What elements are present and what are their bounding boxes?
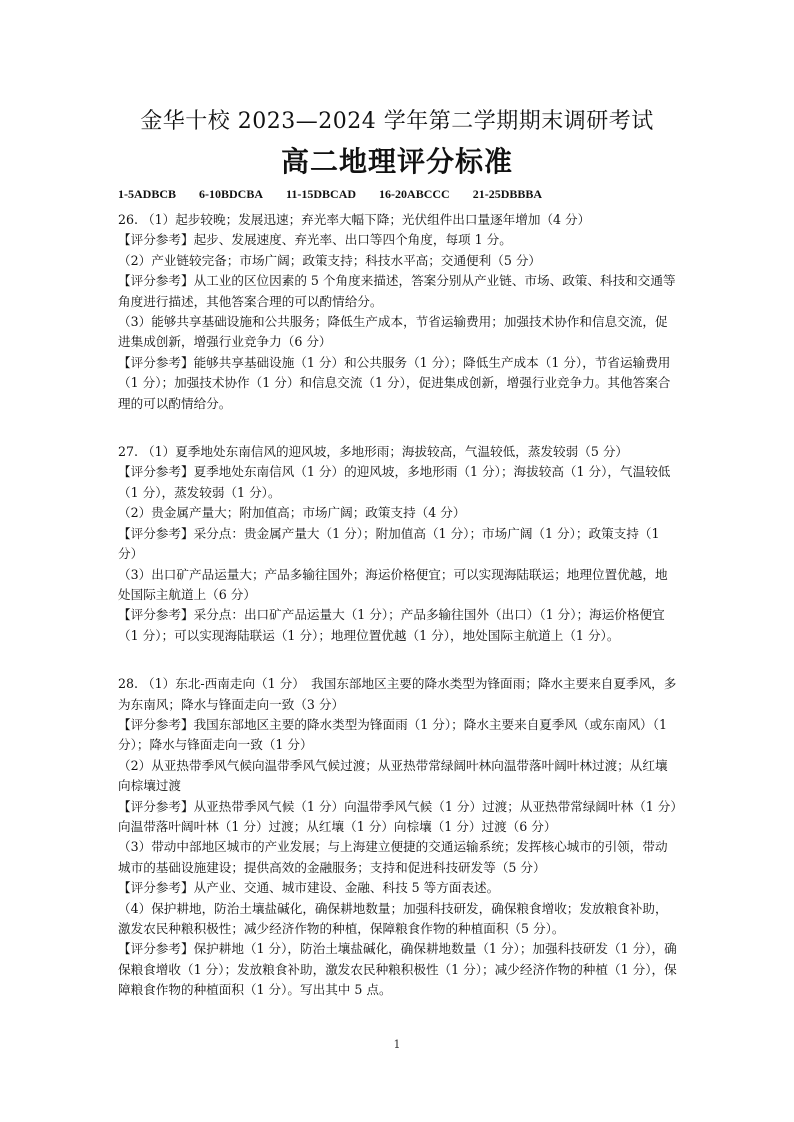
choice-answer-group: 1-5ADBCB	[118, 187, 177, 201]
scoring-note: 【评分参考】采分点：出口矿产品运量大（1 分）；产品多输往国外（出口）（1 分）；海运价格便宜（1 分）；可以实现海陆联运（1 分）；地理位置优越（1 分），地处国际主航道上（1 分）。	[118, 607, 665, 643]
answer-line: 28. （1）东北-西南走向（1 分） 我国东部地区主要的降水类型为锋面雨；降水主要来自夏季风，多为东南风；降水与锋面走向一致（3 分）	[118, 676, 677, 712]
scoring-note: 【评分参考】从亚热带季风气候（1 分）向温带季风气候（1 分）过渡；从亚热带常绿阔叶林（1 分）向温带落叶阔叶林（1 分）过渡；从红壤（1 分）向棕壤（1 分）过渡（6 分）	[118, 798, 677, 834]
scoring-note: 【评分参考】能够共享基础设施（1 分）和公共服务（1 分）；降低生产成本（1 分），节省运输费用（1 分）；加强技术协作（1 分）和信息交流（1 分），促进集成创新，增强行业竞争力。其他答案合理的可以酌情给分。	[118, 354, 671, 411]
section-gap	[118, 414, 678, 442]
answer-body	[118, 210, 678, 1001]
choice-answer-group: 6-10BDCBA	[199, 187, 264, 201]
answer-line: （2）产业链较完备；市场广阔；政策支持；科技水平高；交通便利（5 分）	[118, 252, 542, 268]
answer-line: （3）带动中部地区城市的产业发展；与上海建立便捷的交通运输系统；发挥核心城市的引领，带动城市的基础设施建设；提供高效的金融服务；支持和促进科技研发等（5 分）	[118, 839, 668, 875]
document-subtitle: 高二地理评分标准	[280, 145, 513, 178]
choice-answer-group: 11-15DBCAD	[286, 187, 357, 201]
page-number: 1	[393, 1038, 401, 1051]
answer-line: （2）贵金属产量大；附加值高；市场广阔；政策支持（4 分）	[118, 505, 466, 521]
section-gap	[118, 646, 678, 674]
answer-line: （4）保护耕地，防治土壤盐碱化，确保耕地数量；加强科技研发，确保粮食增收；发放粮食补助，激发农民种粮积极性；减少经济作物的种植，保障粮食作物的种植面积（5 分）。	[118, 900, 668, 936]
answer-line: 26. （1）起步较晚；发展迅速；弃光率大幅下降；光伏组件出口量逐年增加（4 分）	[118, 212, 591, 227]
choice-answer-group: 16-20ABCCC	[379, 187, 450, 201]
question-27-block	[118, 442, 678, 646]
answer-line: （3）出口矿产品运量大；产品多输往国外；海运价格便宜；可以实现海陆联运；地理位置优越，地处国际主航道上（6 分）	[118, 566, 668, 602]
scoring-note: 【评分参考】保护耕地（1 分），防治土壤盐碱化，确保耕地数量（1 分）；加强科技研发（1 分），确保粮食增收（1 分）；发放粮食补助，激发农民种粮积极性（1 分）；减少经济作物的种植（1 分），保障粮食作物的种植面积（1 分）。写出其中 5 点。	[118, 941, 677, 998]
question-28-block	[118, 674, 678, 1001]
answer-line: （3）能够共享基础设施和公共服务；降低生产成本，节省运输费用；加强技术协作和信息交流，促进集成创新，增强行业竞争力（6 分）	[118, 314, 668, 350]
exam-title: 金华十校 2023—2024 学年第二学期期末调研考试	[140, 109, 654, 134]
scoring-note: 【评分参考】夏季地处东南信风（1 分）的迎风坡，多地形雨（1 分）；海拔较高（1 分），气温较低（1 分），蒸发较弱（1 分）。	[118, 464, 671, 500]
scoring-note: 【评分参考】从工业的区位因素的 5 个角度来描述，答案分别从产业链、市场、政策、科技和交通等角度进行描述，其他答案合理的可以酌情给分。	[118, 273, 676, 309]
scoring-note: 【评分参考】采分点：贵金属产量大（1 分）；附加值高（1 分）；市场广阔（1 分）；政策支持（1 分）	[118, 525, 660, 562]
scoring-note: 【评分参考】我国东部地区主要的降水类型为锋面雨（1 分）；降水主要来自夏季风（或东南风）（1 分）；降水与锋面走向一致（1 分）	[118, 716, 667, 753]
choice-answer-group: 21-25DBBBA	[472, 187, 543, 201]
question-26-block	[118, 210, 678, 414]
scoring-note: 【评分参考】起步、发展速度、弃光率、出口等四个角度，每项 1 分。	[118, 232, 512, 248]
choice-answers-line	[118, 187, 718, 202]
scoring-note: 【评分参考】从产业、交通、城市建设、金融、科技 5 等方面表述。	[118, 880, 500, 896]
answer-line: 27. （1）夏季地处东南信风的迎风坡，多地形雨；海拔较高，气温较低，蒸发较弱（5 分）	[118, 444, 629, 460]
answer-line: （2）从亚热带季风气候向温带季风气候过渡；从亚热带常绿阔叶林向温带落叶阔叶林过渡；从红壤向棕壤过渡	[118, 757, 668, 794]
